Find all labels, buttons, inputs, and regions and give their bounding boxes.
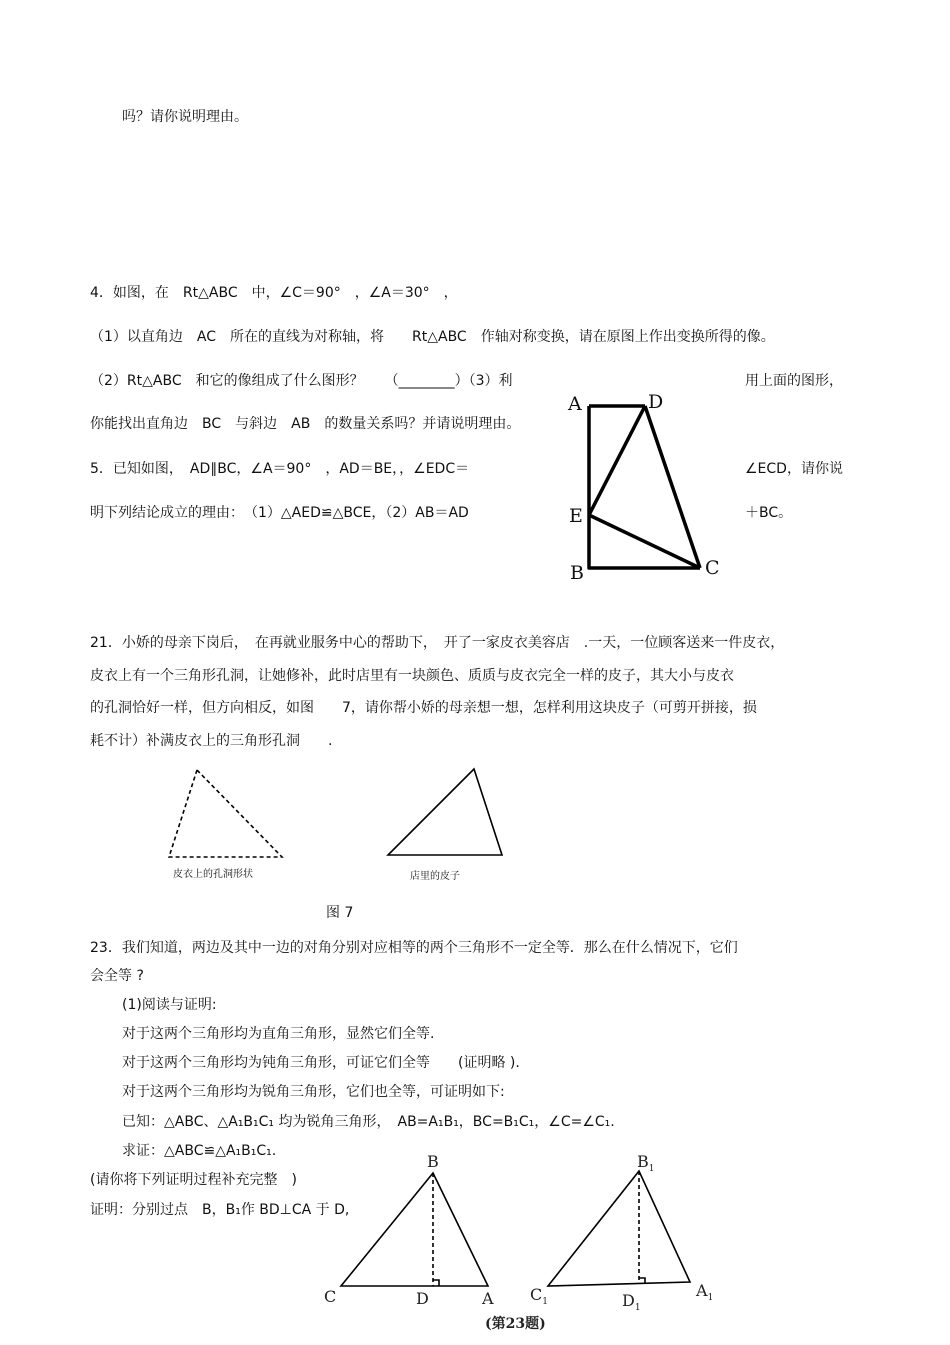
leather-triangle [388, 769, 502, 855]
q23-line4: 对于这两个三角形均为直角三角形，显然它们全等. [122, 1026, 435, 1042]
label-b: B [427, 1152, 439, 1171]
q21-line4: 耗不计）补满皮衣上的三角形孔洞 . [90, 733, 333, 749]
label-b1: $B_1$ [637, 1152, 655, 1174]
caption-hole: 皮衣上的孔洞形状 [173, 869, 253, 880]
q5-conclusion-right: ＋BC。 [745, 505, 793, 521]
q23-line2: 会全等 ? [90, 968, 144, 984]
q23-line1: 23．我们知道，两边及其中一边的对角分别对应相等的两个三角形不一定全等．那么在什么情况下，它们 [90, 940, 738, 956]
q23-line8: 求证：△ABC≌△A₁B₁C₁. [122, 1143, 277, 1159]
q4-part2-left: （2）Rt△ABC 和它的像组成了什么图形？ （________）（3）利 [90, 373, 513, 389]
label-c1: $C_1$ [530, 1285, 548, 1307]
figure-23 [320, 1148, 740, 1338]
figure-7 [160, 765, 520, 865]
figure-23-caption: (第23题) [485, 1316, 546, 1332]
q23-line5: 对于这两个三角形均为钝角三角形，可证它们全等 (证明略 ). [122, 1055, 520, 1071]
label-a1: $A_1$ [696, 1281, 714, 1303]
label-a: A [482, 1289, 494, 1308]
q23-line7: 已知：△ABC、△A₁B₁C₁ 均为锐角三角形， AB=A₁B₁，BC=B₁C₁，∠C=∠C₁. [122, 1114, 615, 1130]
figure-7-caption: 图 7 [326, 905, 354, 921]
q4-part3: 你能找出直角边 BC 与斜边 AB 的数量关系吗？并请说明理由。 [90, 416, 521, 432]
text-l1: 吗？请你说明理由。 [122, 109, 248, 125]
q4-part2-right: 用上面的图形， [745, 373, 843, 389]
label-d1: $D_1$ [622, 1291, 641, 1313]
label-e: E [569, 505, 583, 527]
trapezoid-figure [560, 388, 760, 588]
figure-frame [589, 406, 700, 568]
hole-triangle [169, 770, 282, 857]
q4-stem: 4．如图，在 Rt△ABC 中，∠C＝90° ，∠A＝30° ， [90, 285, 458, 301]
q23-line6: 对于这两个三角形均为锐角三角形，它们也全等，可证明如下: [122, 1084, 505, 1100]
q21-line2: 皮衣上有一个三角形孔洞，让她修补，此时店里有一块颜色、质质与皮衣完全一样的皮子，其大小与皮衣 [90, 668, 734, 684]
triangle-a1b1c1 [548, 1171, 690, 1286]
label-c: C [705, 557, 720, 579]
segment-ed [589, 406, 645, 515]
caption-leather: 店里的皮子 [410, 871, 460, 882]
label-d: D [648, 391, 664, 413]
label-d: D [416, 1289, 429, 1308]
q23-line3: (1)阅读与证明: [122, 997, 217, 1013]
label-a: A [568, 393, 582, 415]
right-angle-mark [433, 1280, 439, 1286]
label-c: C [324, 1287, 337, 1306]
q21-line3: 的孔洞恰好一样，但方向相反，如图 7，请你帮小娇的母亲想一想，怎样利用这块皮子（可剪开拼接，损 [90, 700, 757, 716]
q5-stem-left: 5．已知如图， AD∥BC，∠A＝90° ，AD＝BE，，∠EDC＝ [90, 461, 470, 477]
q21-line1: 21．小娇的母亲下岗后， 在再就业服务中心的帮助下， 开了一家皮衣美容店 .一天，一位顾客送来一件皮衣， [90, 635, 785, 651]
q4-part1: （1）以直角边 AC 所在的直线为对称轴，将 Rt△ABC 作轴对称变换，请在原图上作出变换所得的像。 [90, 329, 775, 345]
q23-line10: 证明：分别过点 B，B₁作 BD⊥CA 于 D, [90, 1202, 350, 1218]
q5-conclusion-left: 明下列结论成立的理由： （1）△AED≌△BCE，（2）AB＝AD [90, 505, 469, 521]
label-b: B [570, 562, 584, 584]
triangle-abc [341, 1173, 488, 1286]
q23-line9: (请你将下列证明过程补充完整 ) [90, 1172, 297, 1188]
segment-dc [645, 406, 700, 568]
q5-stem-right: ∠ECD，请你说 [745, 461, 843, 477]
